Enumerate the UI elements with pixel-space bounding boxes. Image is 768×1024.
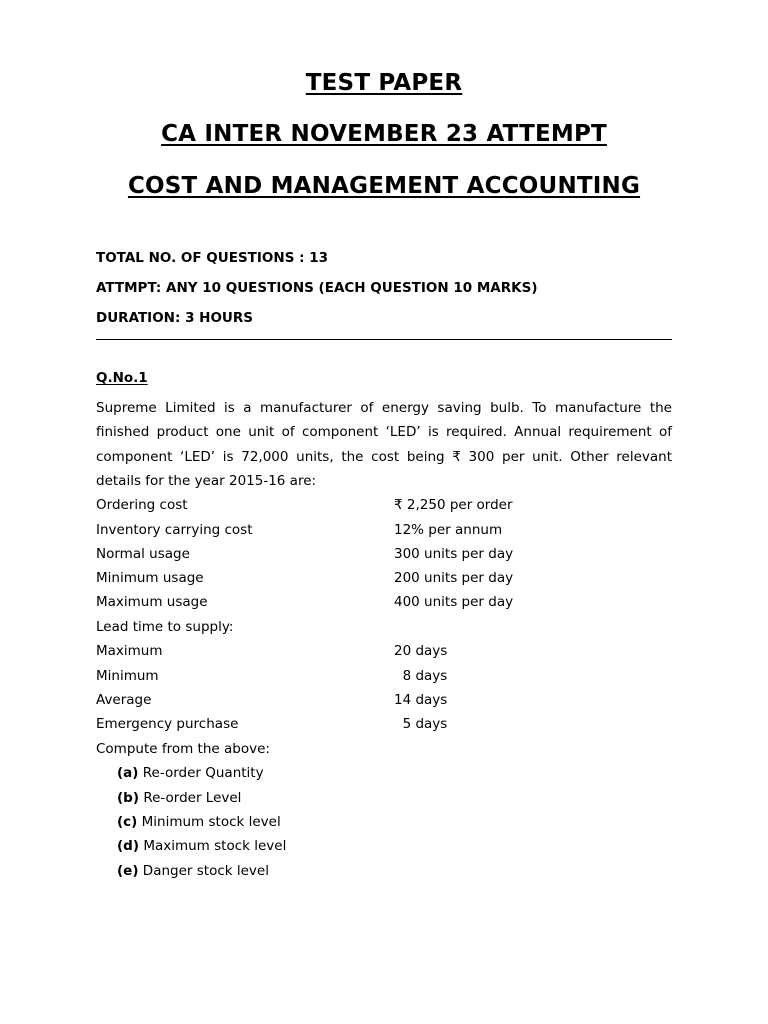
title-attempt [0, 121, 768, 147]
divider [96, 339, 672, 340]
part-key: (d) [117, 838, 140, 854]
detail-row [96, 566, 672, 590]
part-item [117, 810, 281, 834]
detail-row [96, 639, 672, 663]
part-item [117, 761, 264, 785]
attempt-instructions: ATTMPT: ANY 10 QUESTIONS (EACH QUESTION 10 MARKS) [96, 280, 538, 296]
detail-row [96, 542, 672, 566]
detail-row [96, 712, 672, 736]
title-test-paper-text: TEST PAPER [305, 70, 463, 96]
duration: DURATION: 3 HOURS [96, 310, 254, 326]
detail-value: 14 days [394, 692, 448, 708]
detail-value: 20 days [394, 643, 448, 659]
title-subject-text: COST AND MANAGEMENT ACCOUNTING [127, 173, 641, 199]
compute-label-text: Compute from the above: [96, 741, 270, 757]
detail-label: Maximum [96, 643, 163, 659]
detail-value: 5 days [394, 716, 448, 732]
detail-value: 12% per annum [394, 522, 503, 538]
part-key: (b) [117, 790, 140, 806]
part-item [117, 834, 286, 858]
detail-row [96, 615, 672, 639]
title-attempt-text: CA INTER NOVEMBER 23 ATTEMPT [161, 121, 607, 147]
part-text: Re-order Level [143, 790, 242, 806]
detail-value: 300 units per day [394, 546, 514, 562]
detail-value: 200 units per day [394, 570, 514, 586]
part-text: Danger stock level [142, 863, 269, 879]
detail-row [96, 518, 672, 542]
part-key: (a) [117, 765, 139, 781]
total-questions: TOTAL NO. OF QUESTIONS : 13 [96, 250, 328, 266]
detail-label: Minimum usage [96, 570, 204, 586]
part-text: Maximum stock level [143, 838, 287, 854]
detail-label: Maximum usage [96, 594, 208, 610]
detail-row [96, 688, 672, 712]
part-text: Re-order Quantity [142, 765, 264, 781]
detail-row [96, 664, 672, 688]
detail-label: Inventory carrying cost [96, 522, 253, 538]
detail-value: 400 units per day [394, 594, 514, 610]
detail-label: Normal usage [96, 546, 190, 562]
part-key: (c) [117, 814, 138, 830]
part-item [117, 786, 241, 810]
detail-label: Ordering cost [96, 497, 188, 513]
title-test-paper [0, 70, 768, 96]
detail-label: Lead time to supply: [96, 619, 234, 635]
detail-value: ₹ 2,250 per order [394, 497, 513, 513]
question-intro: Supreme Limited is a manufacturer of energy saving bulb. To manufacture the finished product one unit of component ‘LED’ is required. Annual requirement of component ‘LED’ is 72,000 units, the cost being ₹ 300 per unit. Other relevant details for the year 2015-16 are: [96, 400, 672, 490]
detail-value: 8 days [394, 668, 448, 684]
part-text: Minimum stock level [141, 814, 281, 830]
part-item [117, 859, 269, 883]
question-number: Q.No.1 [96, 370, 148, 386]
part-key: (e) [117, 863, 139, 879]
detail-label: Emergency purchase [96, 716, 239, 732]
detail-label: Minimum [96, 668, 159, 684]
compute-label [96, 737, 672, 761]
detail-row [96, 493, 672, 517]
detail-label: Average [96, 692, 152, 708]
detail-row [96, 590, 672, 614]
title-subject [0, 173, 768, 199]
